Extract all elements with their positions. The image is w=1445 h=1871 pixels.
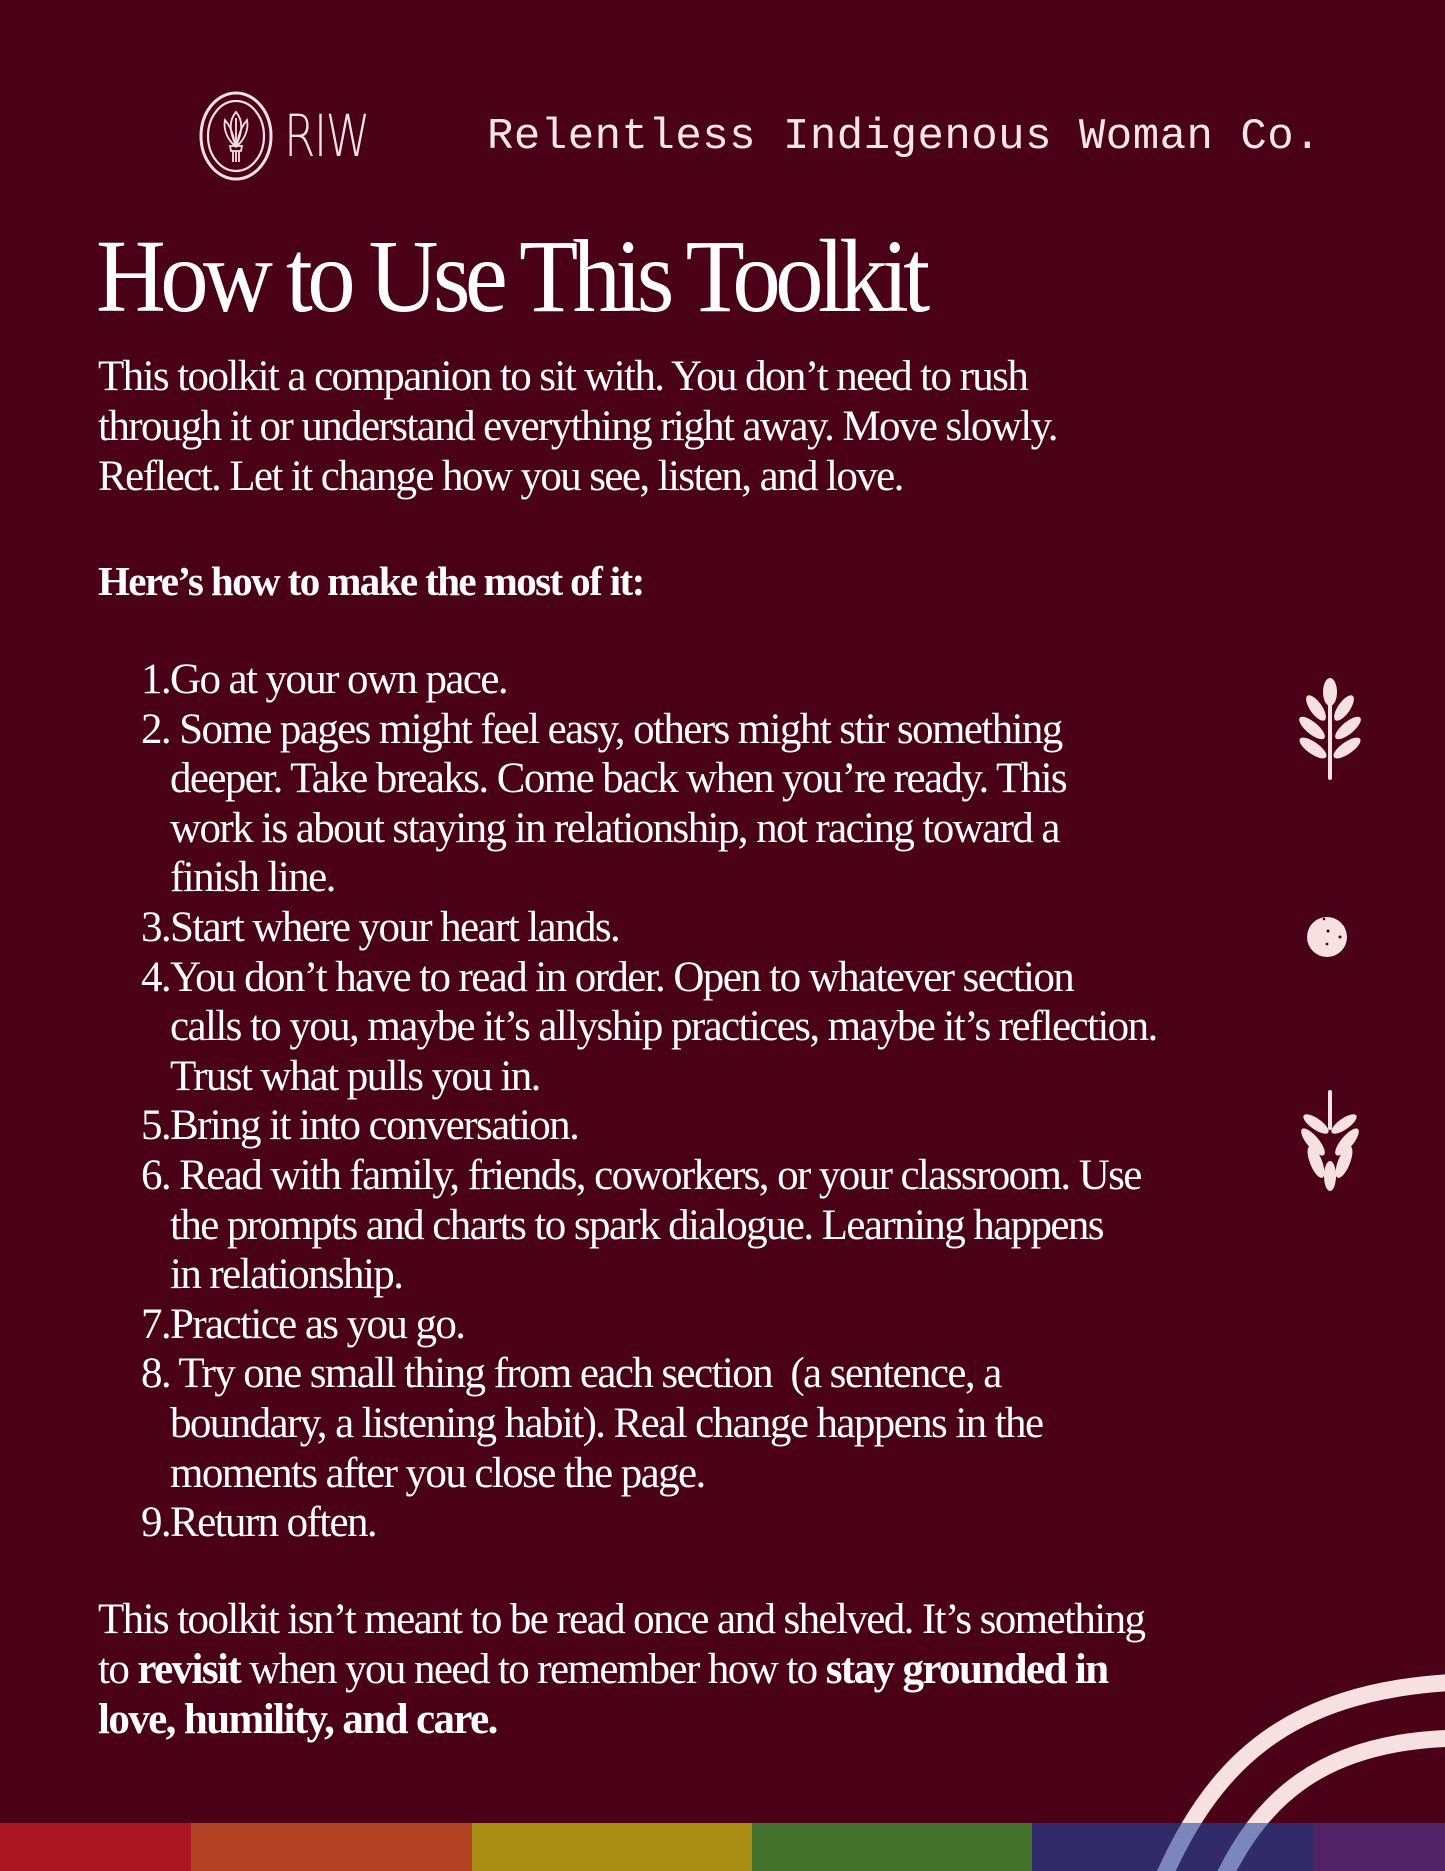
closing-line: This toolkit isn’t meant to be read once and shelved. It’s something (98, 1596, 1145, 1643)
rainbow-stripe (0, 1823, 1445, 1871)
logo (198, 88, 393, 184)
step-text: Practice as you go. (170, 1300, 465, 1348)
sage-bundle-logo-icon (198, 90, 274, 182)
stripe-green (752, 1823, 1032, 1871)
step-number: 4. (140, 953, 170, 1001)
step-number: 6. (140, 1151, 170, 1199)
sprig-hanging-icon (1296, 1090, 1364, 1192)
brand-name: Relentless Indigenous Woman Co. (487, 112, 1322, 162)
step-text: work is about staying in relationship, not racing toward a (170, 804, 1059, 852)
step-text: Bring it into conversation. (170, 1102, 579, 1150)
step-text: calls to you, maybe it’s allyship practices, maybe it’s reflection. (170, 1003, 1157, 1051)
stripe-navy (1032, 1823, 1313, 1871)
list-item (98, 953, 1248, 1102)
intro-paragraph (98, 352, 1248, 502)
step-number: 1. (140, 656, 170, 703)
list-item (98, 903, 1248, 953)
step-text: Try one small thing from each section (a sentence, a (170, 1350, 1001, 1398)
step-text: Start where your heart lands. (170, 903, 620, 951)
sprig-upright-icon (1296, 678, 1364, 782)
page-title: How to Use This Toolkit (96, 219, 925, 334)
list-item (98, 1498, 1248, 1548)
closing-line (98, 1645, 1298, 1695)
step-text: deeper. Take breaks. Come back when you’re ready. This (170, 755, 1067, 803)
section-subheading: Here’s how to make the most of it: (98, 558, 644, 604)
stripe-yellow (472, 1823, 752, 1871)
step-number: 9. (140, 1499, 170, 1547)
step-number: 8. (140, 1350, 170, 1398)
step-number: 3. (140, 903, 170, 951)
step-number: 7. (140, 1300, 170, 1348)
step-text: You don’t have to read in order. Open to whatever section (170, 953, 1074, 1001)
stripe-red (0, 1823, 191, 1871)
step-text: Read with family, friends, coworkers, or your classroom. Use (170, 1151, 1141, 1199)
step-text: Trust what pulls you in. (170, 1052, 540, 1100)
step-text: Go at your own pace. (170, 656, 507, 703)
list-item (98, 655, 1248, 705)
intro-line: Reflect. Let it change how you see, listen, and love. (98, 453, 903, 500)
closing-text: to (98, 1646, 138, 1693)
step-text: the prompts and charts to spark dialogue. Learning happens (170, 1201, 1103, 1249)
step-text: Some pages might feel easy, others might stir something (170, 705, 1062, 753)
emphasis-values: love, humility, and care. (98, 1696, 497, 1743)
list-item (98, 1300, 1248, 1350)
list-item (98, 705, 1248, 903)
stripe-purple (1313, 1823, 1445, 1871)
emphasis-grounded: stay grounded in (825, 1646, 1108, 1693)
list-item (98, 1101, 1248, 1151)
closing-text: when you need to remember how to (240, 1646, 826, 1693)
intro-line: through it or understand everything right away. Move slowly. (98, 403, 1057, 450)
step-text: moments after you close the page. (170, 1449, 705, 1497)
step-text: boundary, a listening habit). Real change happens in the (170, 1399, 1043, 1447)
logo-text: RIW (284, 102, 369, 170)
stripe-orange (191, 1823, 472, 1871)
step-text: finish line. (170, 854, 335, 902)
intro-line: This toolkit a companion to sit with. You don’t need to rush (98, 353, 1028, 400)
list-item (98, 1349, 1248, 1498)
moon-icon (1306, 916, 1348, 958)
step-text: Return often. (170, 1499, 377, 1547)
emphasis-revisit: revisit (137, 1646, 241, 1693)
step-number: 2. (140, 705, 170, 753)
step-number: 5. (140, 1102, 170, 1150)
closing-paragraph (98, 1595, 1298, 1745)
list-item (98, 1151, 1248, 1300)
steps-list (98, 655, 1248, 1548)
step-text: in relationship. (170, 1251, 403, 1299)
closing-line (98, 1695, 1298, 1745)
